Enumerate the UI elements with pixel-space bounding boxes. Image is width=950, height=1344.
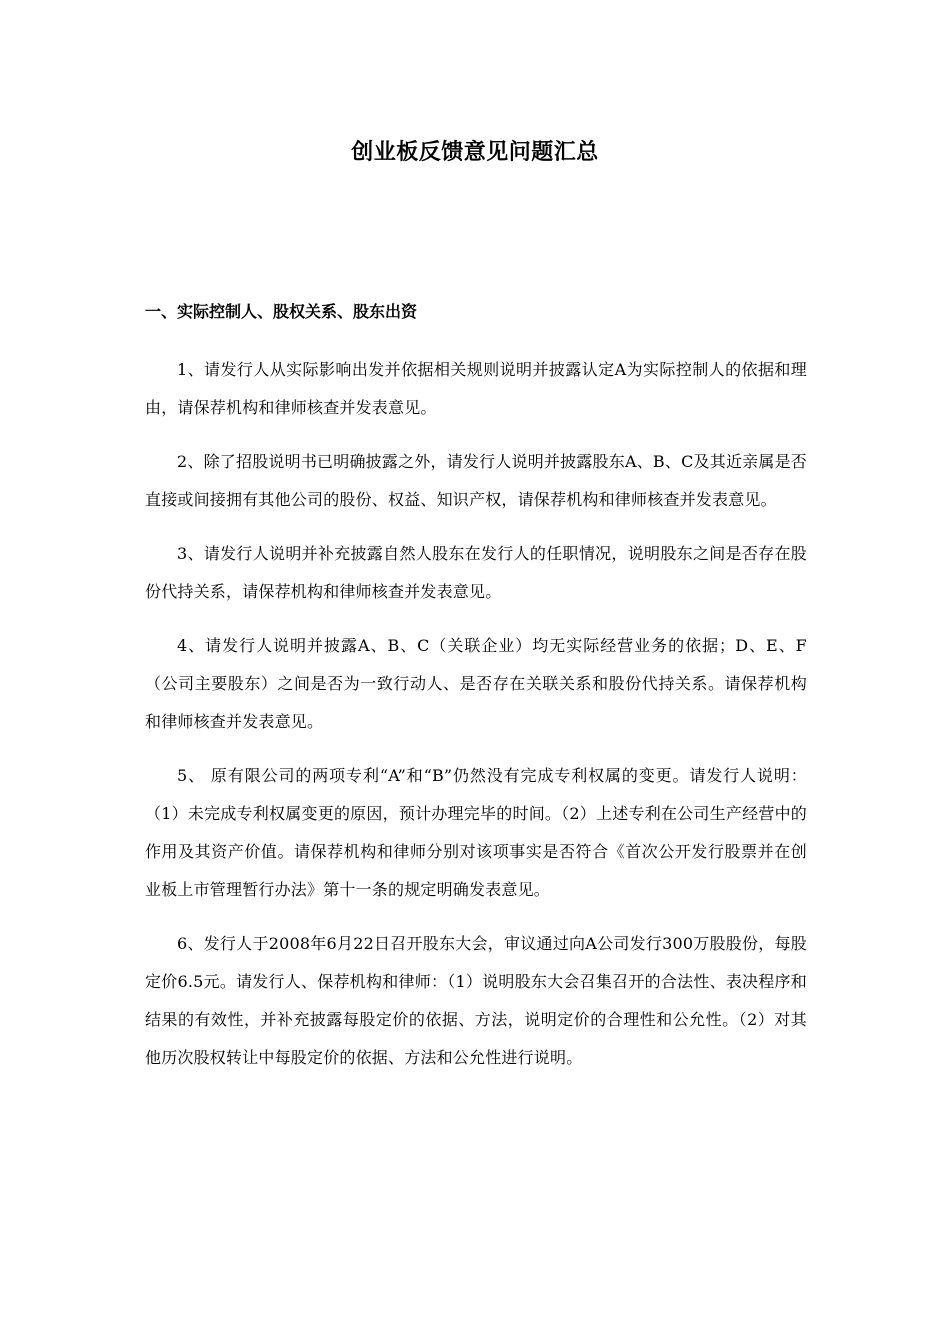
paragraph-item-3: 3、请发行人说明并补充披露自然人股东在发行人的任职情况，说明股东之间是否存在股份代持关系，请保荐机构和律师核查并发表意见。	[145, 544, 807, 601]
paragraph-item-4: 4、请发行人说明并披露A、B、C（关联企业）均无实际经营业务的依据；D、E、F（公司主要股东）之间是否为一致行动人、是否存在关联关系和股份代持关系。请保荐机构和律师核查并发表意见。	[145, 636, 807, 731]
document-title: 创业板反馈意见问题汇总	[351, 140, 599, 165]
section-heading: 一、实际控制人、股权关系、股东出资	[145, 302, 418, 321]
paragraph-item-1: 1、请发行人从实际影响出发并依据相关规则说明并披露认定A为实际控制人的依据和理由，请保荐机构和律师核查并发表意见。	[145, 360, 807, 417]
section-body	[145, 351, 807, 1093]
paragraph-item-2: 2、除了招股说明书已明确披露之外，请发行人说明并披露股东A、B、C及其近亲属是否直接或间接拥有其他公司的股份、权益、知识产权，请保荐机构和律师核查并发表意见。	[145, 452, 807, 509]
paragraph-item-5: 5、 原有限公司的两项专利“A”和“B”仍然没有完成专利权属的变更。请发行人说明：（1）未完成专利权属变更的原因，预计办理完毕的时间。（2）上述专利在公司生产经营中的作用及其资产价值。请保荐机构和律师分别对该项事实是否符合《首次公开发行股票并在创业板上市管理暂行办法》第十一条的规定明确发表意见。	[145, 766, 807, 899]
paragraph-item-6: 6、发行人于2008年6月22日召开股东大会，审议通过向A公司发行300万股股份，每股定价6.5元。请发行人、保荐机构和律师：（1）说明股东大会召集召开的合法性、表决程序和结果的有效性，并补充披露每股定价的依据、方法，说明定价的合理性和公允性。（2）对其他历次股权转让中每股定价的依据、方法和公允性进行说明。	[145, 934, 807, 1067]
